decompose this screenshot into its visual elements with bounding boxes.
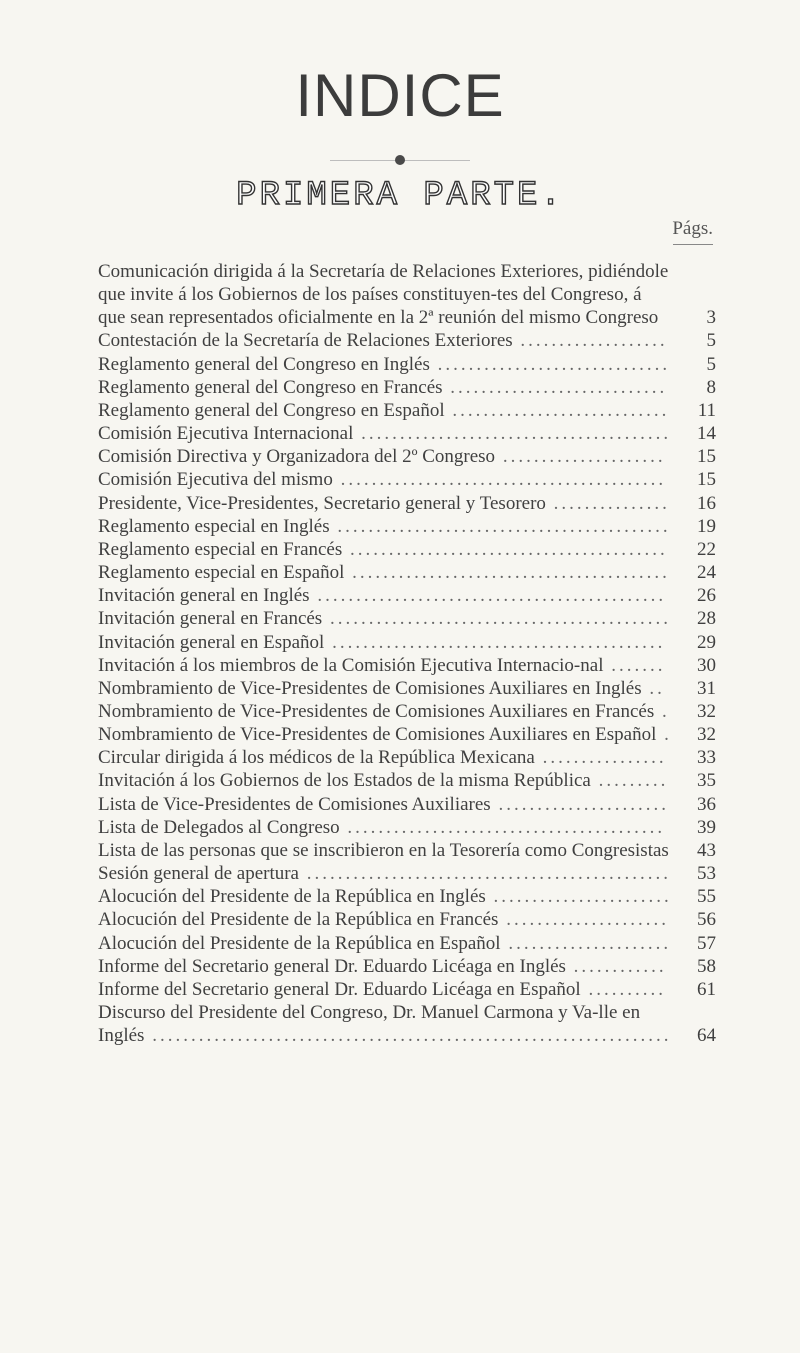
dot-leader: ............................................. [309, 585, 667, 607]
toc-entry [98, 422, 716, 445]
dot-leader: ................................................................... [144, 1025, 672, 1047]
toc-entry-title: Lista de las personas que se inscribieron en la Tesorería como Congresistas [98, 839, 669, 861]
toc-entry-title: Comisión Ejecutiva del mismo .......................................... [98, 469, 667, 491]
toc-entry [98, 492, 716, 515]
dot-leader: ..................... [498, 909, 669, 931]
dot-leader: ................... [512, 330, 668, 352]
dot-leader: .. [641, 677, 665, 699]
toc-entry-page: 58 [697, 955, 716, 977]
dot-leader: ............... [545, 492, 670, 514]
toc-entry [98, 260, 716, 329]
toc-entry-title: Nombramiento de Vice-Presidentes de Comisiones Auxiliares en Español . [98, 724, 672, 746]
toc-entry-page: 57 [697, 932, 716, 954]
toc-entry [98, 816, 716, 839]
dot-leader: ...................... [490, 793, 669, 815]
toc-entry-page: 31 [697, 677, 716, 699]
toc-entry-page: 16 [697, 492, 716, 514]
dot-leader: ........................................... [324, 631, 666, 653]
toc-entry-title: Contestación de la Secretaría de Relaciones Exteriores ................... [98, 330, 668, 352]
dot-leader: ............................ [444, 399, 670, 421]
toc-entry-title: Invitación general en Inglés ............................................. [98, 585, 667, 607]
toc-entry [98, 654, 716, 677]
page-title: INDICE [295, 62, 505, 129]
toc-entry-page: 43 [697, 839, 716, 861]
toc-entry-title: Reglamento general del Congreso en Inglés .............................. [98, 353, 671, 375]
toc-entry-title: Reglamento especial en Inglés ........................................... [98, 515, 671, 537]
dot-leader: . [656, 724, 672, 746]
toc-entry-page: 30 [697, 654, 716, 676]
toc-entry [98, 445, 716, 468]
toc-entry-title: Discurso del Presidente del Congreso, Dr. Manuel Carmona y Va-lle en Inglés ................................................................... [98, 1002, 672, 1047]
toc-entry-title: Nombramiento de Vice-Presidentes de Comisiones Auxiliares en Francés . [98, 700, 670, 722]
toc-entry [98, 978, 716, 1001]
toc-entry [98, 700, 716, 723]
toc-entry-page: 55 [697, 886, 716, 908]
dot-leader: ............................ [442, 376, 668, 398]
dot-leader: ................ [534, 747, 667, 769]
toc-entry-title: Presidente, Vice-Presidentes, Secretario general y Tesorero ............... [98, 492, 670, 514]
toc-entry [98, 631, 716, 654]
toc-entry-title: Alocución del Presidente de la República en Español ..................... [98, 932, 672, 954]
toc-entry-title: Reglamento especial en Español ......................................... [98, 562, 670, 584]
pages-underline [673, 244, 713, 245]
toc-entry-title: Comisión Ejecutiva Internacional ........................................ [98, 423, 672, 445]
toc-entry [98, 839, 716, 862]
toc-entry-page: 64 [697, 1025, 716, 1047]
ornament-dot-icon [395, 155, 405, 165]
toc-entry-page: 28 [697, 608, 716, 630]
toc-entry-title: Comisión Directiva y Organizadora del 2º Congreso ..................... [98, 446, 666, 468]
toc-entry-title: Informe del Secretario general Dr. Eduardo Licéaga en Español .......... [98, 978, 666, 1000]
dot-leader: ............ [565, 955, 667, 977]
toc-entry [98, 515, 716, 538]
toc-entry-page: 53 [697, 863, 716, 885]
dot-leader: ............................................ [322, 608, 671, 630]
dot-leader: ......... [590, 770, 669, 792]
toc-entry [98, 1001, 716, 1047]
toc-entry [98, 468, 716, 491]
toc-entry [98, 607, 716, 630]
toc-entry-title: Nombramiento de Vice-Presidentes de Comisiones Auxiliares en Inglés .. [98, 677, 665, 699]
toc-entry-title: Invitación general en Francés ............................................ [98, 608, 671, 630]
toc-entry-page: 29 [697, 631, 716, 653]
dot-leader: ........................................ [353, 423, 672, 445]
dot-leader: ....................... [485, 886, 672, 908]
toc-entry [98, 769, 716, 792]
toc-entry-page: 15 [697, 446, 716, 468]
toc-entry [98, 376, 716, 399]
toc-entry-title: Invitación general en Español ........................................... [98, 631, 666, 653]
dot-leader: .......... [580, 978, 666, 1000]
toc-entry-page: 61 [697, 978, 716, 1000]
toc-entry-title: Alocución del Presidente de la República en Francés ..................... [98, 909, 669, 931]
toc-entry-page: 22 [697, 538, 716, 560]
dot-leader: ....... [603, 654, 666, 676]
toc-entry-page: 19 [697, 515, 716, 537]
toc-entry-title: Informe del Secretario general Dr. Eduardo Licéaga en Inglés ............ [98, 955, 667, 977]
toc-entry-title: Invitación á los Gobiernos de los Estados de la misma República ......... [98, 770, 669, 792]
toc-entry [98, 584, 716, 607]
toc-entry-page: 26 [697, 585, 716, 607]
toc-entry [98, 353, 716, 376]
toc-entry-page: 3 [706, 307, 716, 329]
table-of-contents [98, 260, 716, 1047]
toc-entry [98, 885, 716, 908]
toc-entry [98, 955, 716, 978]
toc-entry-page: 14 [697, 423, 716, 445]
toc-entry-page: 56 [697, 909, 716, 931]
toc-entry-page: 39 [697, 816, 716, 838]
toc-entry [98, 329, 716, 352]
toc-entry-page: 5 [706, 353, 716, 375]
toc-entry-page: 36 [697, 793, 716, 815]
toc-entry-page: 11 [697, 399, 716, 421]
toc-entry-page: 5 [706, 330, 716, 352]
toc-entry-title: Lista de Vice-Presidentes de Comisiones Auxiliares ...................... [98, 793, 669, 815]
toc-entry-page: 32 [697, 700, 716, 722]
toc-entry [98, 932, 716, 955]
toc-entry-title: Reglamento general del Congreso en Francés ............................ [98, 376, 668, 398]
toc-entry [98, 723, 716, 746]
toc-entry-page: 33 [697, 747, 716, 769]
dot-leader: ......................................... [342, 538, 668, 560]
toc-entry-title: Invitación á los miembros de la Comisión Ejecutiva Internacio-nal ....... [98, 654, 666, 676]
toc-entry-title: Sesión general de apertura ............................................... [98, 863, 671, 885]
toc-entry-title: Circular dirigida á los médicos de la República Mexicana ................ [98, 747, 667, 769]
toc-entry [98, 399, 716, 422]
toc-entry [98, 908, 716, 931]
dot-leader: ..................... [495, 446, 666, 468]
toc-entry-title: Comunicación dirigida á la Secretaría de Relaciones Exteriores, pidiéndole que invite á los Gobiernos de los países constituyen-tes del Congreso, á que sean representados oficialmente en la 2ª reunión del mismo Congreso [98, 261, 669, 329]
dot-leader: ..................... [500, 932, 672, 954]
toc-entry-page: 32 [697, 724, 716, 746]
toc-entry-title: Reglamento especial en Francés ......................................... [98, 538, 668, 560]
dot-leader: ......................................... [344, 562, 670, 584]
toc-entry-title: Lista de Delegados al Congreso ......................................... [98, 816, 666, 838]
toc-entry-page: 24 [697, 562, 716, 584]
dot-leader: .......................................... [332, 469, 667, 491]
dot-leader: ......................................... [339, 816, 666, 838]
toc-entry-title: Alocución del Presidente de la República en Inglés ....................... [98, 886, 672, 908]
toc-entry-title: Reglamento general del Congreso en Español ............................ [98, 399, 670, 421]
toc-entry-page: 35 [697, 770, 716, 792]
toc-entry [98, 862, 716, 885]
dot-leader: . [654, 700, 670, 722]
pages-column-label: Págs. [672, 218, 713, 239]
dot-leader: .............................. [429, 353, 671, 375]
dot-leader: ........................................... [329, 515, 671, 537]
toc-entry [98, 793, 716, 816]
toc-entry [98, 561, 716, 584]
toc-entry [98, 538, 716, 561]
part-heading: PRIMERA PARTE. [236, 177, 564, 215]
toc-entry [98, 746, 716, 769]
toc-entry-page: 15 [697, 469, 716, 491]
dot-leader: ............................................... [299, 863, 671, 885]
toc-entry-page: 8 [706, 376, 716, 398]
toc-entry [98, 677, 716, 700]
